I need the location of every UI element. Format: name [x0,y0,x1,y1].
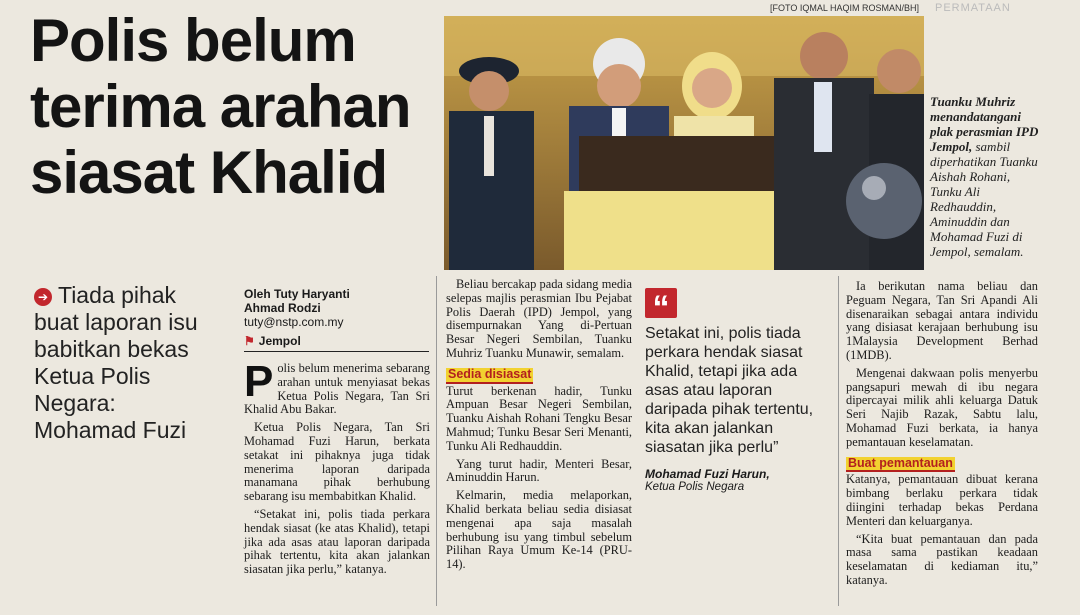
pull-quote-name: Mohamad Fuzi Harun, [645,467,770,481]
col2-para-4: Kelmarin, media melaporkan, Khalid berkata beliau sedia disiasat mengenai apa saja masalah berhubung isu yang timbul sebelum Pilihan Raya Umum Ke-14 (PRU-14). [446,488,632,572]
subheading-sedia-disiasat: Sedia disiasat [446,368,533,384]
article-column-2 [446,278,632,576]
dateline [244,334,429,352]
arrow-right-icon: ➔ [34,288,52,306]
article-column-4 [846,280,1038,592]
byline-email[interactable]: tuty@nstp.com.my [244,315,344,329]
pull-quote-role: Ketua Polis Negara [645,481,745,493]
subheading-buat-pemantauan: Buat pemantauan [846,457,955,473]
col4-para-2: Mengenai dakwaan polis menyerbu pangsapuri mewah di ibu negara dipercayai milik ahli keluarga Datuk Seri Najib Razak, Sabtu lalu, Mohamad Fuzi berkata, ia hanya pemantauan keselamatan. [846,365,1038,449]
quote-icon: “ [645,288,677,318]
headline-line-1: Polis belum [30,7,356,74]
col2-para-1: Beliau bercakap pada sidang media selepas majlis perasmian Ibu Pejabat Polis Daerah (IPD) Jempol, yang disempurnakan Yang di-Pertuan Besar Negeri Sembilan, Tuanku Muhriz Tuanku Munawir, semalam. [446,277,632,360]
col4-para-1: Ia berikutan nama beliau dan Peguam Negara, Tan Sri Apandi Ali disenaraikan sebagai antara individu yang disiasat kerajaan berhubung isu 1Malaysia Development Berhad (1MDB). [846,279,1038,362]
byline-author-2: Ahmad Rodzi [244,301,321,315]
ceremony-photo-illustration [444,16,924,270]
article-column-1 [244,357,430,581]
headline [30,8,430,206]
headline-line-2: terima arahan [30,73,411,140]
col1-para-3: “Setakat ini, polis tiada perkara hendak siasat (ke atas Khalid), tetapi jika ada asas atau laporan daripada pihak tertentu, kita akan jalankan siasatan jika perlu,” katanya. [244,506,430,577]
headline-line-3: siasat Khalid [30,139,388,206]
col1-para-1: olis belum menerima sebarang arahan untuk menyiasat bekas Ketua Polis Negara, Tan Sri Khalid Abu Bakar. [244,361,430,417]
pull-quote-text: Setakat ini, polis tiada perkara hendak siasat Khalid, tetapi jika ada asas atau laporan daripada pihak tertentu, kita akan jalankan siasatan jika perlu” [645,325,814,456]
adjacent-page-fragment: PERMATAAN [935,2,1011,14]
caption-text: sambil diperhatikan Tuanku Aishah Rohani, Tunku Ali Redhauddin, Aminuddin dan Mohamad Fuzi di Jempol, semalam. [930,139,1038,259]
col4-para-3: Katanya, pemantauan dibuat kerana bimbang berlaku perkara tidak diingini terhadap bekas Perdana Menteri dan keluarganya. [846,472,1038,528]
flag-icon: ⚑ [244,334,255,348]
pull-quote [645,288,833,493]
dateline-location: Jempol [258,334,301,348]
col2-para-3: Yang turut hadir, Menteri Besar, Aminuddin Harun. [446,456,632,485]
caption-lead: Tuanku Muhriz menandatangani plak perasmian IPD Jempol, [930,94,1039,154]
col2-para-2: Turut berkenan hadir, Tunku Ampuan Besar Negeri Sembilan, Tuanku Aishah Rohani Tengku Besar Mahmud; Tunku Besar Seri Menanti, Tunku Ali Redhauddin. [446,383,632,453]
deck [34,282,209,444]
col1-para-2: Ketua Polis Negara, Tan Sri Mohamad Fuzi Harun, berkata setakat ini pihaknya juga tidak menerima laporan daripada manamana pihak berhubung sebarang isu membabitkan Khalid. [244,420,430,504]
column-divider [838,276,839,606]
photo-caption [930,94,1042,259]
photo-credit: [FOTO IQMAL HAQIM ROSMAN/BH] [770,3,920,13]
byline-author-1: Oleh Tuty Haryanti [244,287,350,301]
news-photo [444,16,924,270]
col4-para-4: “Kita buat pemantauan dan pada masa sama pastikan keadaan keselamatan di kediaman itu,” katanya. [846,531,1038,587]
drop-cap: P [244,357,274,406]
column-divider [436,276,437,606]
deck-text: Tiada pihak buat laporan isu babitkan bekas Ketua Polis Negara: Mohamad Fuzi [34,282,198,443]
byline [244,287,429,329]
